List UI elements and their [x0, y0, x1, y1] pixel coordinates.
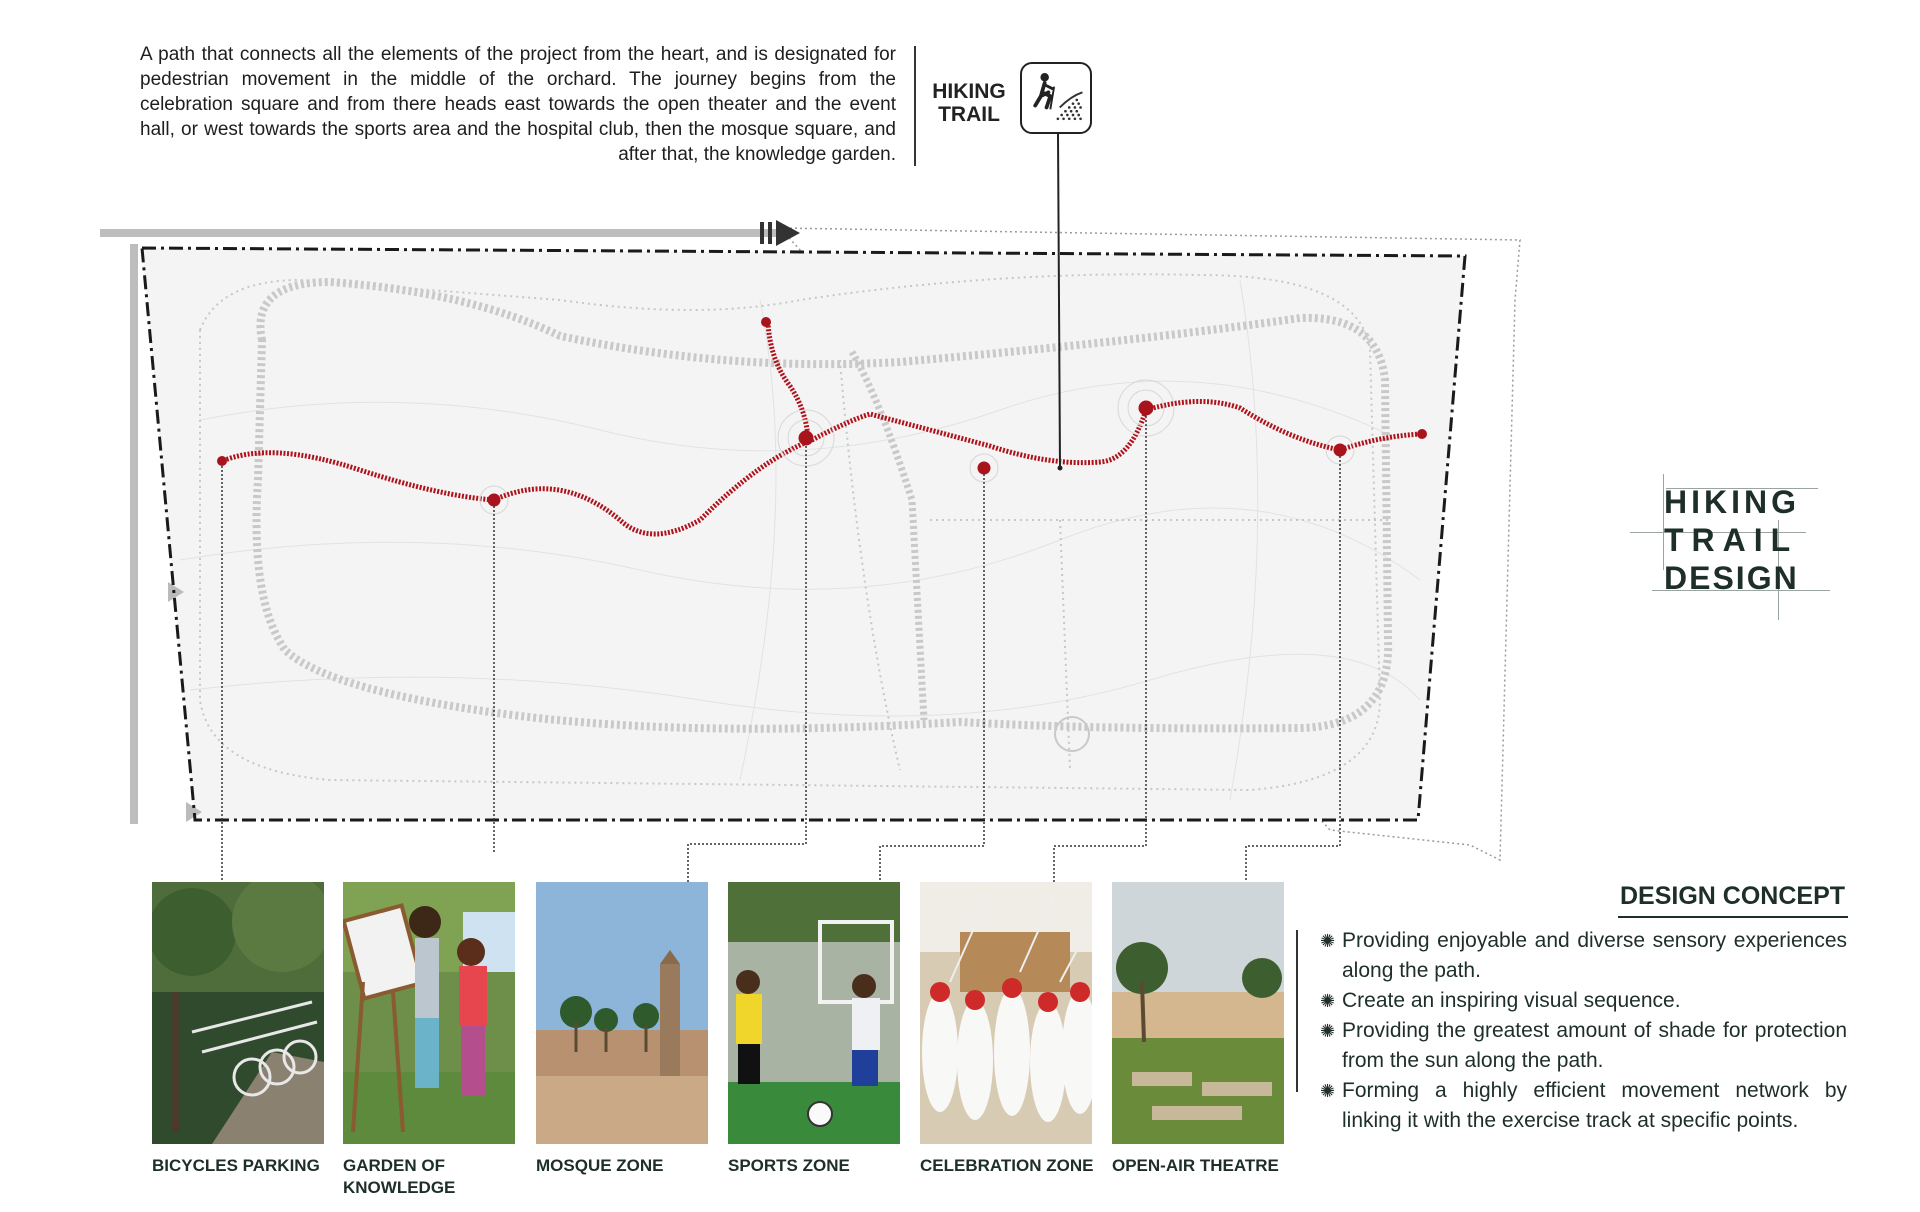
trail-icon-anchor — [1058, 466, 1063, 471]
photo-bicycles-parking — [152, 882, 324, 1144]
trail-node — [217, 456, 227, 466]
side-title-line3: DESIGN — [1664, 560, 1799, 596]
bullet-star-icon: ✺ — [1320, 931, 1336, 951]
trail-node — [761, 317, 771, 327]
caption-garden-of-knowledge: GARDEN OF KNOWLEDGE — [343, 1156, 456, 1197]
trail-node — [1334, 444, 1347, 457]
photo-celebration-zone — [920, 882, 1092, 1144]
caption-bicycles-parking: BICYCLES PARKING — [152, 1156, 320, 1175]
caption-mosque-zone: MOSQUE ZONE — [536, 1156, 664, 1175]
side-title — [1630, 480, 1830, 610]
side-title-line2: TRAIL — [1664, 522, 1799, 558]
side-title-line1: HIKING — [1664, 484, 1800, 520]
design-concept-divider — [1296, 930, 1298, 1092]
caption-celebration-zone: CELEBRATION ZONE — [920, 1156, 1094, 1175]
photo-garden-of-knowledge — [343, 882, 515, 1144]
trail-node — [978, 462, 991, 475]
design-concept-item — [1320, 1076, 1847, 1136]
bullet-star-icon: ✺ — [1320, 1021, 1336, 1041]
trail-node — [488, 494, 501, 507]
trail-node — [1139, 401, 1154, 416]
intro-paragraph: A path that connects all the elements of the project from the heart, and is designated for pedestrian movement in the middle of the orchard. The journey begins from the celebration square and from there heads east towards the open theater and the event hall, or west towards the sports area and the hospital club, then the mosque square, and after that, the knowledge garden. — [140, 44, 896, 165]
bullet-star-icon: ✺ — [1320, 1081, 1336, 1101]
hiking-trail-label-line2: TRAIL — [938, 103, 1000, 126]
site-boundary-fill — [142, 248, 1465, 820]
hiking-trail-label-line1: HIKING — [932, 80, 1006, 103]
caption-sports-zone: SPORTS ZONE — [728, 1156, 850, 1175]
design-concept-item — [1320, 986, 1847, 1016]
design-concept-list — [1320, 926, 1847, 1136]
trail-node — [1417, 429, 1427, 439]
design-concept-item — [1320, 926, 1847, 986]
photo-open-air-theatre — [1112, 882, 1284, 1144]
design-concept-item-text: Create an inspiring visual sequence. — [1342, 989, 1681, 1012]
photo-mosque-zone — [536, 882, 708, 1144]
design-concept-item-text: Providing the greatest amount of shade for protection from the sun along the path. — [1342, 1019, 1847, 1072]
caption-open-air-theatre: OPEN-AIR THEATRE — [1112, 1156, 1279, 1175]
design-concept-title: DESIGN CONCEPT — [1620, 882, 1846, 910]
design-concept-underline — [1618, 916, 1848, 918]
photo-sports-zone — [728, 882, 900, 1144]
trail-node — [799, 431, 814, 446]
design-concept-item-text: Forming a highly efficient movement network by linking it with the exercise track at specific points. — [1342, 1079, 1847, 1132]
design-concept-item-text: Providing enjoyable and diverse sensory experiences along the path. — [1342, 929, 1847, 982]
bullet-star-icon: ✺ — [1320, 991, 1336, 1011]
direction-arrow-icon — [776, 220, 800, 246]
design-concept-item — [1320, 1016, 1847, 1076]
